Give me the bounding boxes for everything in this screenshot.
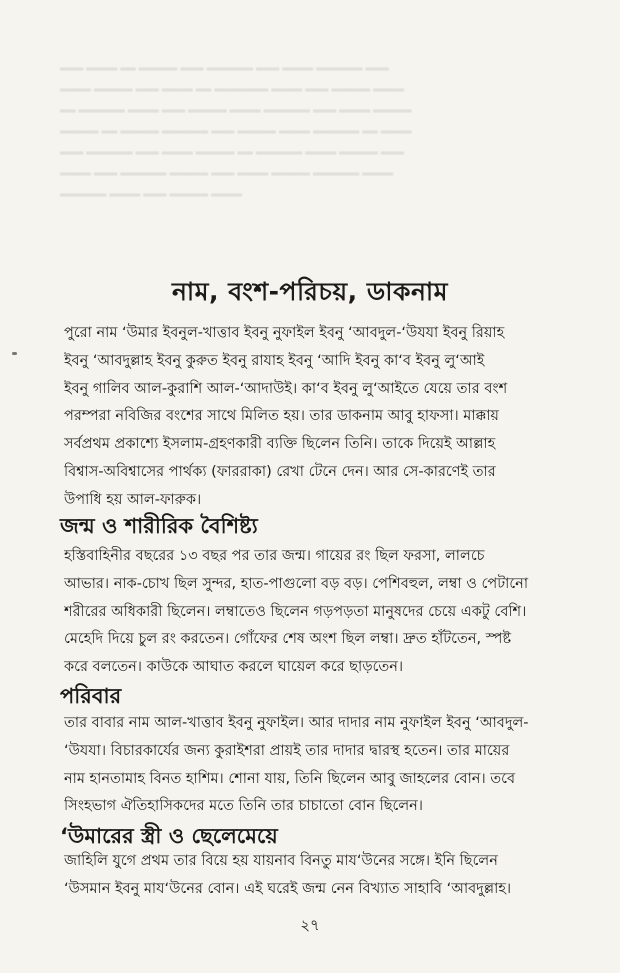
birth-line: আভার। নাক-চোখ ছিল সুন্দর, হাত-পাগুলো বড় বড়। পেশিবহুল, লম্বা ও পেটানো <box>64 575 529 592</box>
intro-line: পুরো নাম ‘উমার ইবনুল-খাত্তাব ইবনু নুফাইল ইবনু ‘আবদুল-‘উযযা ইবনু রিয়াহ <box>64 325 505 341</box>
birth-line: হস্তিবাহিনীর বছরের ১৩ বছর পর তার জন্ম। গায়ের রং ছিল ফরসা, লালচে <box>64 548 485 564</box>
family-line: নাম হানতামাহ বিনত হাশিম। শোনা যায়, তিনি ছিলেন আবু জাহলের বোন। তবে <box>64 770 516 787</box>
page-title: নাম, বংশ-পরিচয়, ডাকনাম <box>171 277 449 306</box>
family-paragraph <box>64 710 572 821</box>
birth-line: করে বলতেন। কাউকে আঘাত করলে ঘায়েল করে ছাড়তেন। <box>64 659 404 676</box>
intro-line: ইবনু ‘আবদুল্লাহ ইবনু কুরুত ইবনু রাযাহ ইবনু ‘আদি ইবনু কা‘ব ইবনু লু‘আই <box>64 352 485 369</box>
reverse-page-bleed: ▂▂▂ ▂▂▂▂ ▂▂ ▂▂▂▂▂ ▂▂▂ ▂▂▂▂▂▂ ▂▂▂ ▂▂▂▂ ▂▂▂▂▂▂ ▂▂▂ ▂▂▂▂ ▂▂▂▂▂ ▂▂▂ ▂▂▂▂ ▂▂ ▂▂▂▂▂▂▂ ▂▂▂▂ ▂▂▂ ▂▂▂▂▂ ▂▂▂▂ ▂▂ ▂▂▂▂▂▂ ▂▂▂▂ ▂▂▂ ▂▂▂▂▂ ▂▂▂▂ ▂▂▂▂▂▂ ▂▂▂ ▂▂▂▂ ▂▂▂▂▂ ▂▂▂▂▂ ▂▂ ▂▂▂▂▂ ▂▂▂▂▂▂ ▂▂▂ ▂▂▂▂▂ ▂▂▂▂ ▂▂▂▂▂▂ ▂▂ ▂▂▂▂ ▂▂▂ ▂▂▂▂▂▂ ▂▂▂ ▂▂▂▂ ▂▂▂▂▂ ▂▂ ▂▂▂▂▂▂ ▂▂▂▂ ▂▂▂▂▂ ▂▂▂ ▂▂▂▂ ▂▂▂ ▂▂▂▂▂▂ ▂▂▂▂▂ ▂▂▂ ▂▂▂▂ ▂▂▂▂▂ ▂▂▂▂▂▂ ▂▂▂▂ ▂▂▂▂▂▂ ▂▂▂▂ ▂▂▂ ▂▂▂▂▂ ▂▂▂▂ <box>60 60 412 197</box>
section-heading-birth: জন্ম ও শারীরিক বৈশিষ্ট্য <box>60 514 258 538</box>
section-heading-wives-children: ‘উমারের স্ত্রী ও ছেলেমেয়ে <box>60 824 278 848</box>
page-number: ২৭ <box>300 916 320 934</box>
birth-paragraph <box>64 543 572 682</box>
wives-children-line: ‘উসমান ইবনু মায‘উনের বোন। এই ঘরেই জন্ম নেন বিখ্যাত সাহাবি ‘আবদুল্লাহ। <box>64 880 512 897</box>
family-line: ‘উযযা। বিচারকার্যের জন্য কুরাইশরা প্রায়ই তার দাদার দ্বারস্থ হতেন। তার মায়ের <box>64 742 510 759</box>
section-heading-family: পরিবার <box>60 684 122 708</box>
birth-line: মেহেদি দিয়ে চুল রং করতেন। গোঁফের শেষ অংশ ছিল লম্বা। দ্রুত হাঁটতেন, স্পষ্ট <box>64 631 512 648</box>
wives-children-line: জাহিলি যুগে প্রথম তার বিয়ে হয় যায়নাব বিনতু মায‘উনের সঙ্গে। ইনি ছিলেন <box>64 853 498 869</box>
intro-line: বিশ্বাস-অবিশ্বাসের পার্থক্য (ফাররাকা) রেখা টেনে দেন। আর সে-কারণেই তার <box>64 463 496 480</box>
family-line: সিংহভাগ ঐতিহাসিকদের মতে তিনি তার চাচাতো বোন ছিলেন। <box>64 798 423 815</box>
intro-line: উপাধি হয় আল-ফারুক। <box>64 491 202 508</box>
family-line: তার বাবার নাম আল-খাত্তাব ইবনু নুফাইল। আর দাদার নাম নুফাইল ইবনু ‘আবদুল- <box>64 715 529 731</box>
intro-line: ইবনু গালিব আল-কুরাশি আল-‘আদাউই। কা‘ব ইবনু লু‘আইতে যেয়ে তার বংশ <box>64 380 508 397</box>
wives-children-paragraph <box>64 848 572 904</box>
birth-line: শরীরের অধিকারী ছিলেন। লম্বাতেও ছিলেন গড়পড়তা মানুষদের চেয়ে একটু বেশি। <box>64 603 527 620</box>
intro-line: সর্বপ্রথম প্রকাশ্যে ইসলাম-গ্রহণকারী ব্যক্তি ছিলেন তিনি। তাকে দিয়েই আল্লাহ <box>64 436 496 453</box>
intro-paragraph <box>64 320 572 515</box>
scan-speck <box>12 352 17 355</box>
intro-line: পরম্পরা নবিজির বংশের সাথে মিলিত হয়। তার ডাকনাম আবু হাফসা। মাক্কায় <box>64 408 499 425</box>
